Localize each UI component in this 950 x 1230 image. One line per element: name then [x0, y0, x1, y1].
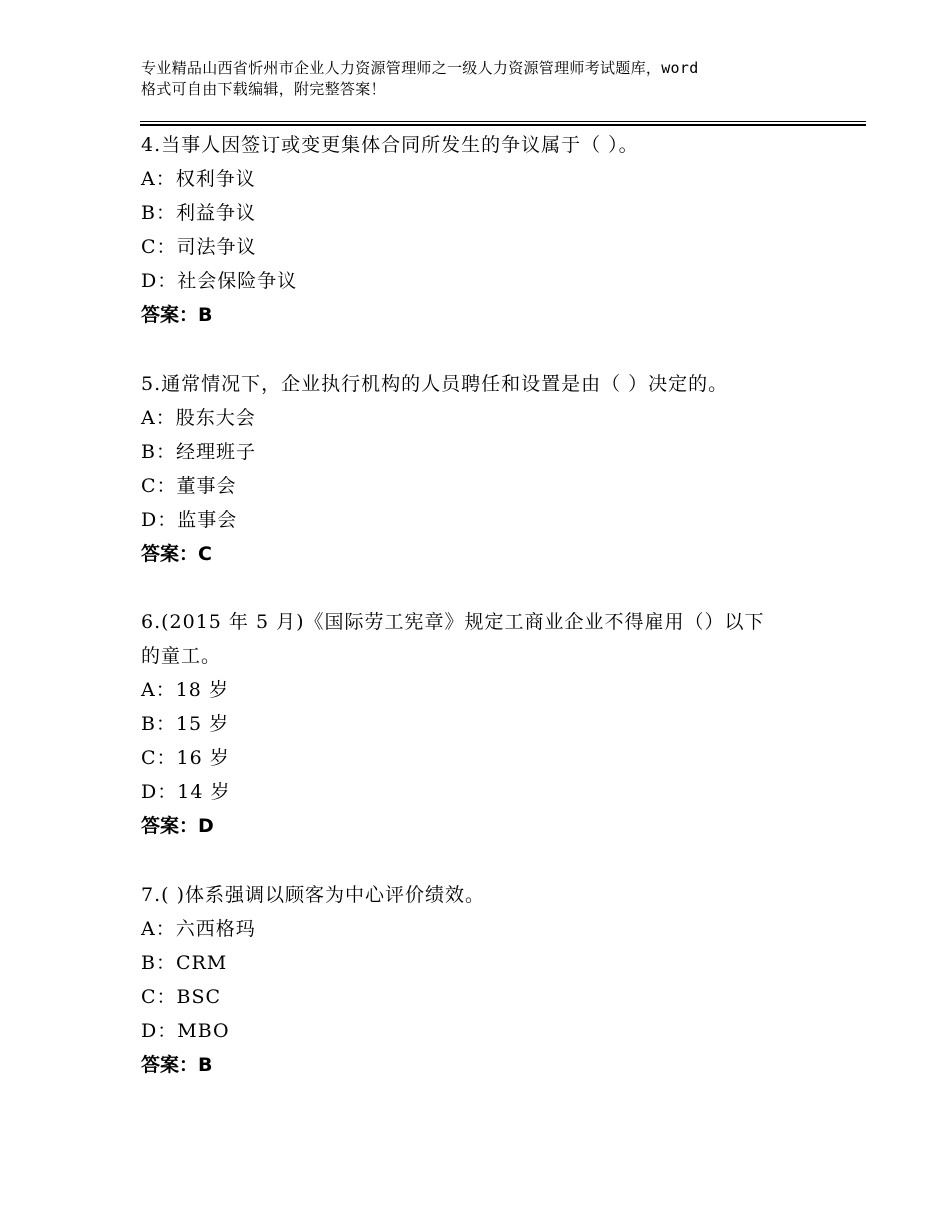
option-a: A：18 岁	[141, 679, 229, 701]
option-b: B：CRM	[141, 952, 228, 974]
option-c: C：司法争议	[141, 236, 257, 258]
option-d: D：监事会	[141, 509, 238, 531]
option-c: C：董事会	[141, 475, 237, 497]
question-6	[141, 605, 841, 843]
option-d: D：14 岁	[141, 781, 231, 803]
option-c: C：16 岁	[141, 747, 230, 769]
question-stem: 6.(2015 年 5 月)《国际劳工宪章》规定工商业企业不得雇用（）以下	[141, 611, 765, 633]
document-header	[141, 58, 831, 100]
option-b: B：利益争议	[141, 202, 256, 224]
question-7	[141, 878, 841, 1082]
option-b: B：15 岁	[141, 713, 230, 735]
answer: 答案：D	[141, 815, 214, 837]
question-stem: 4.当事人因签订或变更集体合同所发生的争议属于（ ）。	[141, 134, 639, 156]
option-a: A：六西格玛	[141, 918, 256, 940]
answer: 答案：C	[141, 543, 212, 565]
header-rule-thin	[140, 121, 866, 122]
answer: 答案：B	[141, 304, 213, 326]
option-c: C：BSC	[141, 986, 222, 1008]
option-a: A：权利争议	[141, 168, 256, 190]
header-line-1: 专业精品山西省忻州市企业人力资源管理师之一级人力资源管理师考试题库，word	[141, 59, 699, 77]
question-5	[141, 367, 841, 571]
question-stem-continued: 的童工。	[141, 645, 222, 667]
question-4	[141, 128, 841, 332]
option-b: B：经理班子	[141, 441, 256, 463]
header-rule-thick	[140, 124, 866, 126]
answer: 答案：B	[141, 1054, 213, 1076]
question-stem: 5.通常情况下，企业执行机构的人员聘任和设置是由（ ）决定的。	[141, 373, 729, 395]
question-stem: 7.( )体系强调以顾客为中心评价绩效。	[141, 884, 485, 906]
option-d: D：MBO	[141, 1020, 230, 1042]
option-a: A：股东大会	[141, 407, 256, 429]
header-line-2: 格式可自由下载编辑，附完整答案！	[141, 80, 386, 98]
option-d: D：社会保险争议	[141, 270, 298, 292]
